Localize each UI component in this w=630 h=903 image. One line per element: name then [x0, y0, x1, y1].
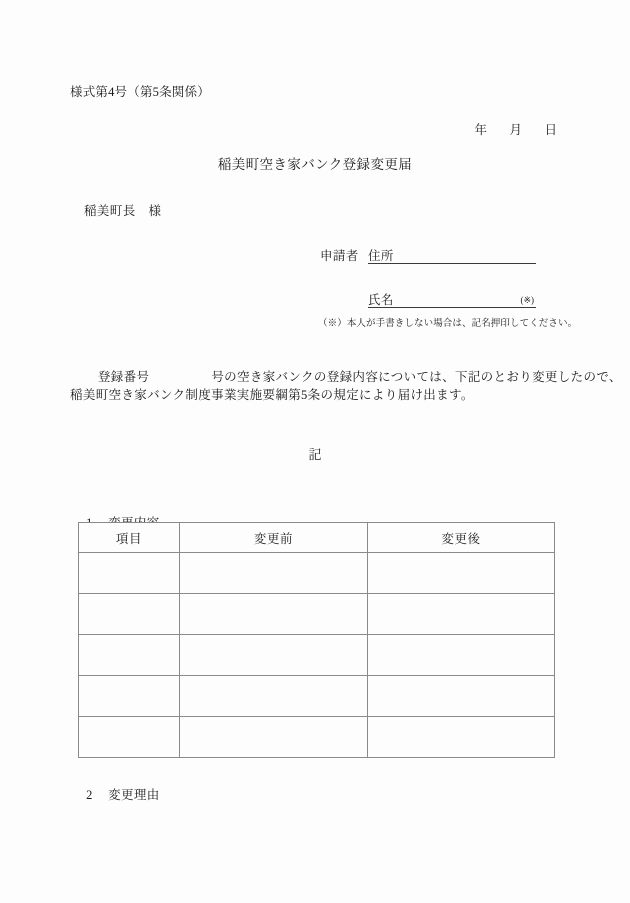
name-label: 氏名 — [368, 293, 394, 307]
cell-before[interactable] — [180, 553, 368, 594]
cell-after[interactable] — [368, 553, 555, 594]
seal-mark: (※) — [520, 295, 534, 305]
section-2-number: 2 — [86, 788, 93, 802]
table-body — [79, 553, 555, 758]
table-row — [79, 676, 555, 717]
date-line — [460, 105, 558, 153]
column-header-after: 変更後 — [368, 523, 555, 553]
cell-after[interactable] — [368, 717, 555, 758]
body-line-1-suffix: 号の空き家バンクの登録内容については、下記のとおり変更したので、 — [211, 370, 622, 384]
column-header-before: 変更前 — [180, 523, 368, 553]
cell-item[interactable] — [79, 594, 180, 635]
cell-before[interactable] — [180, 635, 368, 676]
table-header-row — [79, 523, 555, 553]
column-header-item: 項目 — [79, 523, 180, 553]
seal-note: （※）本人が手書きしない場合は、記名押印してください。 — [318, 319, 578, 329]
change-content-table — [78, 522, 555, 758]
registration-number-label: 登録番号 — [97, 370, 150, 384]
address-label: 住所 — [368, 249, 394, 263]
body-line-2: 稲美町空き家バンク制度事業実施要綱第5条の規定により届け出ます。 — [70, 388, 474, 402]
cell-item[interactable] — [79, 635, 180, 676]
cell-item[interactable] — [79, 717, 180, 758]
cell-after[interactable] — [368, 635, 555, 676]
cell-before[interactable] — [180, 594, 368, 635]
cell-after[interactable] — [368, 676, 555, 717]
date-year-label: 年 — [474, 123, 488, 137]
ki-marker: 記 — [308, 447, 322, 462]
cell-after[interactable] — [368, 594, 555, 635]
cell-before[interactable] — [180, 676, 368, 717]
table-row — [79, 717, 555, 758]
form-number: 様式第4号（第5条関係） — [70, 85, 210, 99]
section-2-heading — [72, 770, 160, 818]
cell-item[interactable] — [79, 553, 180, 594]
cell-before[interactable] — [180, 717, 368, 758]
addressee: 稲美町長 様 — [84, 204, 162, 218]
date-month-label: 月 — [509, 123, 523, 137]
table-row — [79, 635, 555, 676]
section-2-label: 変更理由 — [108, 788, 160, 802]
date-day-label: 日 — [544, 123, 558, 137]
address-underline — [368, 263, 536, 264]
document-title: 稲美町空き家バンク登録変更届 — [217, 157, 413, 172]
applicant-label: 申請者 — [320, 249, 359, 263]
table-row — [79, 594, 555, 635]
cell-item[interactable] — [79, 676, 180, 717]
name-underline — [368, 307, 536, 308]
table-row — [79, 553, 555, 594]
